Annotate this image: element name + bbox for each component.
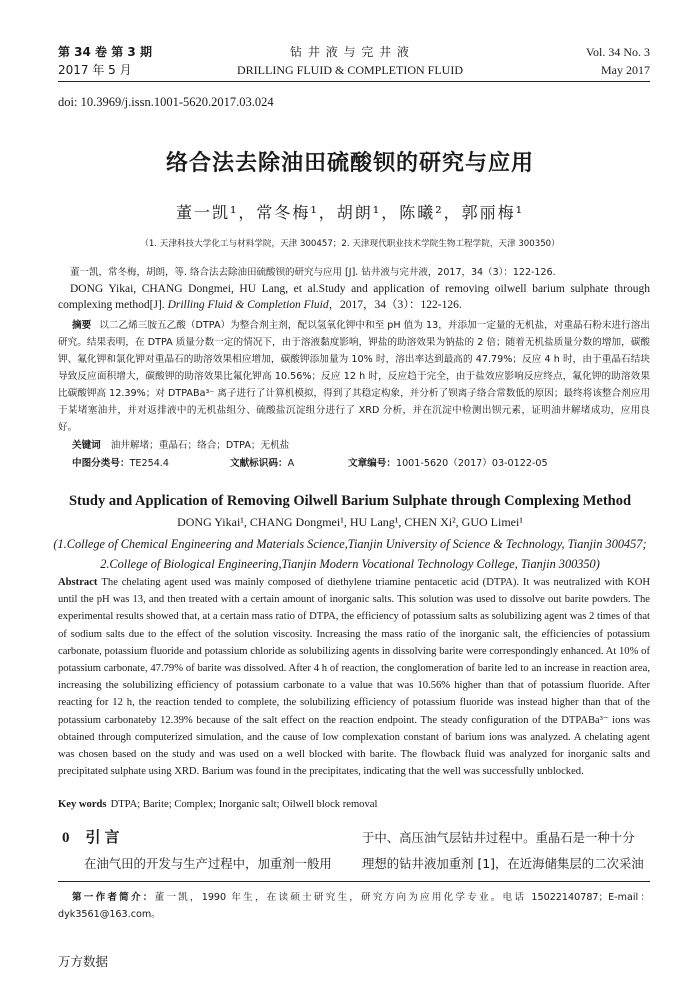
footnote-text: 董一凯，1990 年生，在读硕士研究生，研究方向为应用化学专业。电话 15022140787；E-mail：dyk3561@163.com。 — [58, 892, 650, 920]
authors-cn: 董一凯¹，常冬梅¹，胡朗¹，陈曦²，郭丽梅¹ — [175, 203, 525, 222]
footnote-label: 第一作者简介： — [72, 892, 155, 903]
article-number — [348, 455, 548, 472]
doc-code-value: A — [287, 458, 295, 469]
keywords-cn-text: 油井解堵；重晶石；络合；DTPA；无机盐 — [110, 440, 290, 451]
abstract-en-text: The chelating agent used was mainly composed of diethylene triamine pentacetic acid (DTPA). It was neutralized with KOH until the pH was 13, and then treated with a certain amount of inorganic salts. This solution was used to dissolve out barite powders. The experimental results showed that, at a certain mass ratio of DTPA, the efficiency of potassium salts as solubilizing agent was 2 times of that of sodium salts due to the effect of the solution viscosity. Increasing the mass ratio of the inorganic salt, the efficiencies of potassium carbonate, potassium fluoride and potassium chloride as solubilizing agents in dissolving barite were correspondingly enhanced. At 10% of potassium carbonate, 47.79% of barite was dissolved. After 4 h of reaction, the conglomeration of barite led to an increase in reaction area, increasing the solubilizing efficiency of potassium carbonate to a value that was 10.56% higher than that of potassium fluoride. After reacting for 12 h, the reaction tended to complete, the solubilizing efficiency of potassium fluoride was instead higher than that of the potassium carbonateby 12.39% because of the salt effect on the reaction endpoint. The steady configuration of the DTPABa³⁻ ions was obtained through computerized simulation, and the cause of low complexation constant of barium ions was analyzed. A chelating agent was chosen based on the study and was used on a well blocked with barite. The flowback fluid was analyzed for inorganic salts and precipitated sulphate using XRD. Barium was found in the precipitates, indicating that the well was successfully unblocked. — [58, 577, 650, 778]
intro-left-line: 在油气田的开发与生产过程中，加重剂一般用 — [84, 856, 332, 871]
paper-title-en: Study and Application of Removing Oilwell Barium Sulphate through Complexing Method — [68, 493, 632, 509]
citation-cn: 董一凯，常冬梅，胡朗，等. 络合法去除油田硫酸钡的研究与应用 [J]. 钻井液与完井液，2017，34（3）：122-126. — [70, 267, 556, 278]
citation-en-tail: ，2017，34（3）：122-126. — [328, 299, 462, 311]
author-footnote — [58, 889, 650, 923]
abstract-en-label: Abstract — [58, 577, 98, 588]
watermark: 万方数据 — [58, 954, 109, 969]
keywords-cn-label: 关键词 — [72, 440, 101, 451]
doc-code-label: 文献标识码： — [230, 458, 288, 469]
clc-number — [72, 455, 169, 472]
article-no-label: 文章编号： — [348, 458, 396, 469]
authors-en: DONG Yikai¹, CHANG Dongmei¹, HU Lang¹, CHEN Xi², GUO Limei¹ — [177, 515, 523, 529]
date-cn: 2017 年 5 月 — [58, 63, 132, 77]
section-heading — [62, 826, 124, 847]
section-number: 0 — [62, 830, 70, 846]
intro-right-line-1: 于中、高压油气层钻井过程中。重晶石是一种十分 — [362, 830, 635, 845]
paper-title-cn: 络合法去除油田硫酸钡的研究与应用 — [165, 151, 534, 176]
abstract-cn-label: 摘要 — [72, 320, 92, 331]
citation-en-text: DONG Yikai, CHANG Dongmei, HU Lang, et al.Study and application of removing oilwell barium sulphate through complexing method[J]. — [58, 283, 650, 311]
section-title: 引言 — [85, 828, 124, 846]
volume-cn: 第 34 卷 第 3 期 — [58, 45, 152, 59]
affiliation-en-2: 2.College of Biological Engineering,Tianjin Modern Vocational Technology College, Tianjin 300350) — [100, 557, 600, 571]
citation-en — [58, 281, 650, 313]
abstract-en — [58, 574, 650, 780]
intro-right-line-2: 理想的钻井液加重剂 [1]，在近海储集层的二次采油 — [362, 856, 644, 871]
date-en: May 2017 — [601, 63, 650, 77]
affiliation-en-1: (1.College of Chemical Engineering and Materials Science,Tianjin University of Science & Technology, Tianjin 300457; — [53, 537, 647, 551]
clc-label: 中图分类号： — [72, 458, 130, 469]
footnote-rule — [58, 881, 650, 882]
keywords-en-label: Key words — [58, 799, 107, 810]
affiliation-cn: （1. 天津科技大学化工与材料学院，天津 300457；2. 天津现代职业技术学院生物工程学院，天津 300350） — [140, 239, 560, 249]
volume-en: Vol. 34 No. 3 — [585, 45, 650, 59]
citation-en-journal: Drilling Fluid & Completion Fluid — [167, 299, 329, 311]
abstract-cn — [58, 317, 650, 436]
keywords-en-text: DTPA; Barite; Complex; Inorganic salt; Oilwell block removal — [110, 799, 378, 810]
journal-title-cn: 钻 井 液 与 完 井 液 — [290, 45, 410, 59]
journal-title-en: DRILLING FLUID & COMPLETION FLUID — [237, 63, 463, 77]
keywords-en — [58, 796, 377, 813]
doi: doi: 10.3969/j.issn.1001-5620.2017.03.024 — [58, 95, 274, 109]
clc-value: TE254.4 — [129, 458, 169, 469]
abstract-cn-text: 以二乙烯三胺五乙酸（DTPA）为整合剂主剂，配以氢氧化钾中和至 pH 值为 13，并添加一定量的无机盐，对重晶石粉末进行溶出研究。结果表明，在 DTPA 质量分数一定的情况下，由于溶液黏度影响，钾盐的助溶效果为钠盐的 2 倍；随着无机盐质量分数的增加，碳酸钾、氟化钾和氯化钾对重晶石的助溶效果相应增加，碳酸钾添加量为 10% 时，溶出率达到最高的 47.79%；反应 4 h 时，由于重晶石结块导致反应面积增大，碳酸钾的助溶效果比氟化钾高 10.56%；反应 12 h 时，反应趋于完全，由于盐效应影响反应终点，氟化钾的助溶效果比碳酸钾高 12.39%；对 DTPABa³⁻ 离子进行了计算机模拟，得到了其稳定构象，并分析了钡离子络合常数低的原因；最终将该整合剂应用于某堵塞油井，并对返排液中的无机盐组分、硫酸盐沉淀组分进行了 XRD 分析，并在沉淀中检测出钡元素，证明油井解堵成功，应用良好。 — [58, 320, 651, 433]
article-no-value: 1001-5620（2017）03-0122-05 — [395, 458, 548, 469]
keywords-cn — [72, 437, 289, 454]
header-rule — [58, 81, 650, 82]
document-code — [230, 455, 294, 472]
